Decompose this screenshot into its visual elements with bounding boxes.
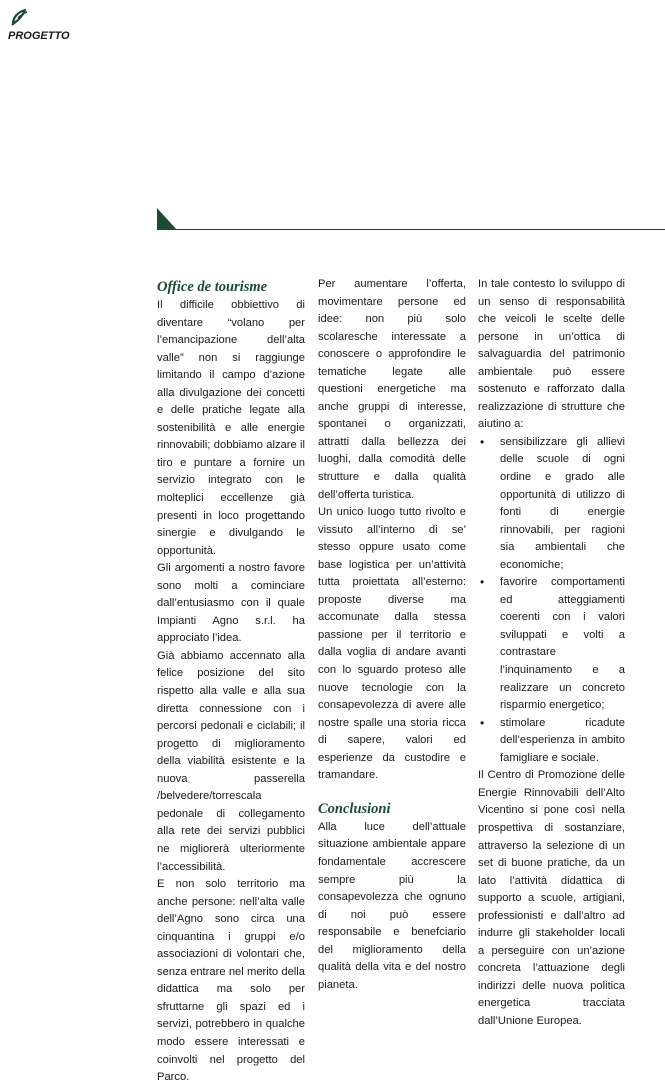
text-column-2 <box>318 276 466 994</box>
paragraph: Per aumentare l’offerta, movimentare persone ed idee: non più solo scolaresche interessate a conoscere o approfondire le tematiche legate alle questioni energetiche ma anche gruppi di interesse, spontanei o organizzati, attratti dalla bellezza dei luoghi, dalla comodità delle strutture e dalla qualità dell’offerta turistica. <box>318 278 466 501</box>
paragraph: Già abbiamo accennato alla felice posizione del sito rispetto alla valle e alla sua diretta connessione con i percorsi pedonali e ciclabili; il progetto di miglioramento della viabilità esistente e la nuova passerella /belvedere/torrescala pedonale di collegamento alla rete dei servizi pubblici ne migliorerà ulteriormente l’accessibilità. <box>157 649 305 873</box>
bullet-list <box>478 434 625 767</box>
paragraph: In tale contesto lo sviluppo di un senso di responsabilità che veicoli le scelte delle persone in un’ottica di salvaguardia del patrimonio ambientale può essere sostenuto e rafforzato dalla realizzazione di strutture che aiutino a: <box>478 278 625 431</box>
section-title-conclusioni: Conclusioni <box>318 800 391 817</box>
section-title-office: Office de tourisme <box>157 279 268 295</box>
divider-triangle <box>157 208 177 230</box>
paragraph: Gli argomenti a nostro favore sono molti a cominciare dall’entusiasmo con il quale Impianti Agno s.r.l. ha approciato l’idea. <box>157 562 305 645</box>
section-label: PROGETTO <box>8 30 70 42</box>
paragraph: E non solo territorio ma anche persone: nell’alta valle dell’Agno sono circa una cinquantina i gruppi e/o associazioni di volontari che, senza entrare nel merito della didattica ma solo per sfruttarne gli spazi ed i servizi, potrebbero in qualche modo essere interessati e coinvolti nel progetto del Parco. <box>157 878 305 1084</box>
paragraph: Un unico luogo tutto rivolto e vissuto all’interno di se’ stesso oppure usato come base logistica per un’attività tutta proiettata all’esterno: proposte diverse ma accomunate dalla stessa passione per il territorio e dalla voglia di andare avanti con lo sguardo proteso alle nuove tecnologie con la consapevolezza di avere alle nostre spalle una storia ricca di sapere, valori ed esperienze da custodire e tramandare. <box>318 506 466 782</box>
divider-line <box>176 229 665 230</box>
list-item: • favorire comportamenti ed atteggiamenti coerenti con i valori sviluppati e volti a contrastare l’inquinamento e a realizzare un concreto risparmio energetico; <box>478 574 625 714</box>
paragraph: Alla luce dell’attuale situazione ambientale appare fondamentale accrescere sempre più la consapevolezza che ognuno di noi può essere responsabile e benefciario del miglioramento della qualità della vita e del nostro pianeta. <box>318 820 466 991</box>
pen-leaf-icon <box>10 8 30 26</box>
text-column-1 <box>157 276 305 1087</box>
list-item: • stimolare ricadute dell’esperienza in ambito famigliare e sociale. <box>478 715 625 768</box>
text-column-3 <box>478 276 625 1031</box>
paragraph: Il difficile obbiettivo di diventare “volano per l’emancipazione dell’alta valle” non si raggiunge limitando il campo d’azione alla divulgazione dei concetti e delle pratiche legate alla sostenibilità e alle energie rinnovabili; dobbiamo alzare il tiro e puntare a fornire un servizio integrato con le molteplici eccellenze già presenti in loco progettando sinergie e divulgando le opportunità. <box>157 299 305 557</box>
paragraph: Il Centro di Promozione delle Energie Rinnovabili dell’Alto Vicentino si pone così nella prospettiva di sostanziare, attraverso la selezione di un set di buone pratiche, da un lato l’attività didattica di supporto a scuole, artigiani, professionisti e dall’altro ad indurre gli stakeholder locali a perseguire con un’azione concreta l’attuazione degli indirizzi delle nuova politica energetica tracciata dall’Unione Europea. <box>478 769 625 1027</box>
list-item: • sensibilizzare gli allievi delle scuole di ogni ordine e grado alle opportunità di utilizzo di fonti di energie rinnovabili, per ragioni sia ambientali che economiche; <box>478 434 625 574</box>
